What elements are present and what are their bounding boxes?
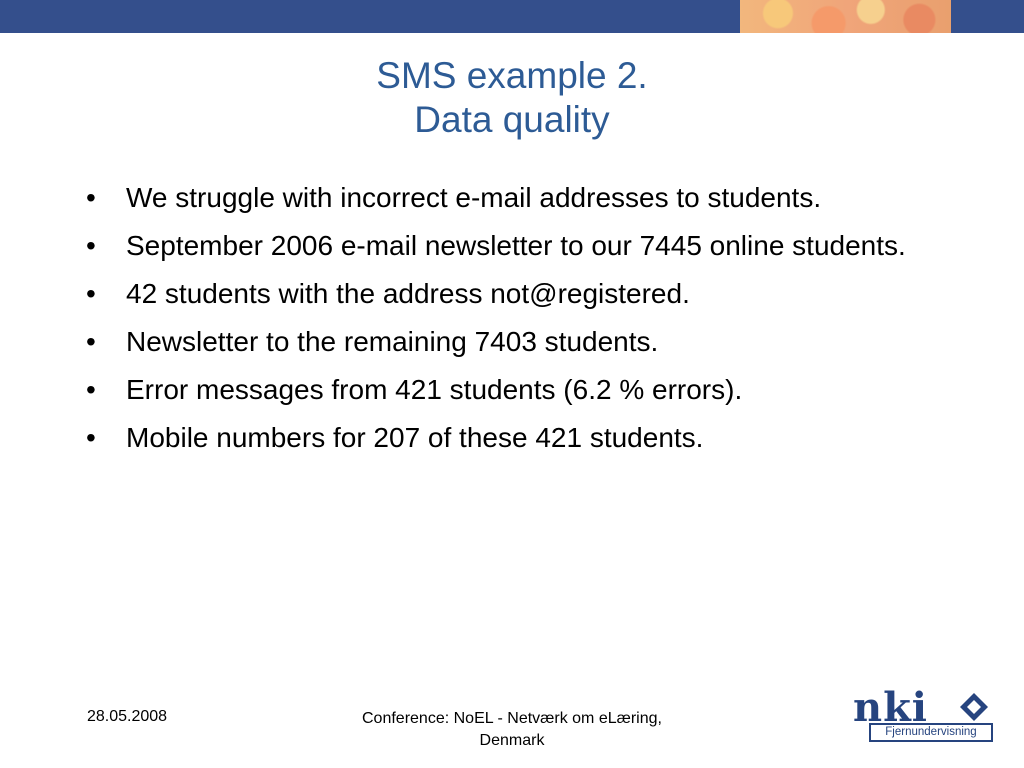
bullet-item xyxy=(86,322,966,362)
bullet-text: Newsletter to the remaining 7403 students. xyxy=(126,326,659,357)
title-line-2: Data quality xyxy=(414,99,610,140)
footer-conference: Conference: NoEL - Netværk om eLæring, Denmark xyxy=(362,710,662,749)
logo-wordmark: nki xyxy=(853,684,928,731)
bullet-list xyxy=(86,178,966,466)
footer-date: 28.05.2008 xyxy=(87,708,168,725)
bullet-text: September 2006 e-mail newsletter to our 7445 online students. xyxy=(126,230,906,261)
bullet-text: Mobile numbers for 207 of these 421 students. xyxy=(126,422,704,453)
nki-logo xyxy=(853,684,998,746)
bullet-text: Error messages from 421 students (6.2 % errors). xyxy=(126,374,743,405)
header-photo xyxy=(740,0,951,33)
bullet-marker: • xyxy=(86,422,96,453)
bullet-marker: • xyxy=(86,230,96,261)
slide-title xyxy=(0,54,1024,142)
bullet-item xyxy=(86,226,966,266)
bullet-item xyxy=(86,418,966,458)
bullet-marker: • xyxy=(86,278,96,309)
bullet-text: We struggle with incorrect e-mail addresses to students. xyxy=(126,182,822,213)
bullet-marker: • xyxy=(86,182,96,213)
logo-subtitle: Fjernundervisning xyxy=(869,723,993,742)
bullet-item xyxy=(86,178,966,218)
bullet-marker: • xyxy=(86,374,96,405)
diamond-icon xyxy=(959,692,989,722)
bullet-marker: • xyxy=(86,326,96,357)
bullet-text: 42 students with the address not@registered. xyxy=(126,278,690,309)
bullet-item xyxy=(86,274,966,314)
title-line-1: SMS example 2. xyxy=(376,55,648,96)
bullet-item xyxy=(86,370,966,410)
